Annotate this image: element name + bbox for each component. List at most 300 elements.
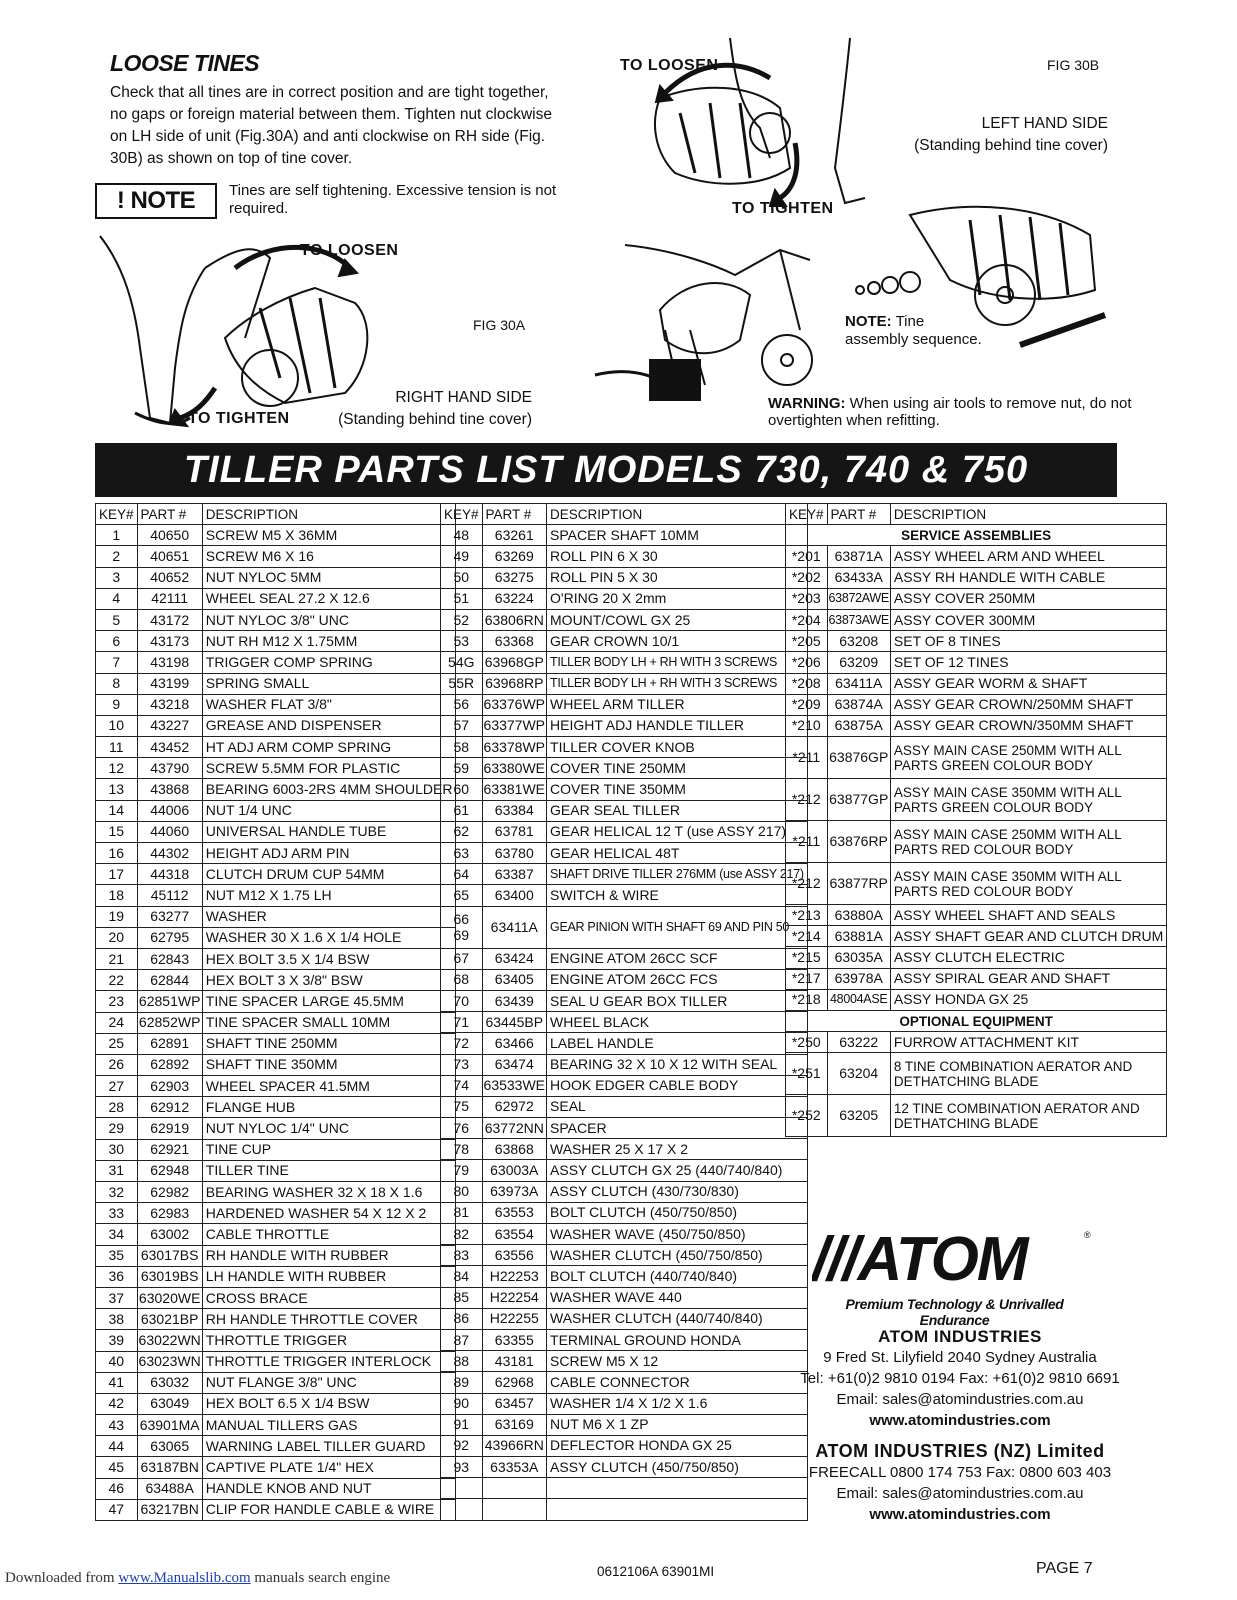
table-row: [786, 652, 1167, 673]
cell-part: 62852WP: [137, 1012, 202, 1033]
cell-key: 75: [441, 1096, 483, 1117]
cell-part: 63871A: [827, 546, 890, 567]
table-row: [96, 864, 456, 885]
cell-description: NUT RH M12 X 1.75MM: [202, 631, 456, 652]
table-row: [441, 1478, 808, 1499]
cell-description: SHAFT DRIVE TILLER 276MM (use ASSY 217): [547, 864, 808, 885]
cell-description: NUT FLANGE 3/8" UNC: [202, 1372, 456, 1393]
table-row: [96, 758, 456, 779]
note-text: Tines are self tightening. Excessive tension is not required.: [229, 182, 557, 217]
cell-description: HEX BOLT 3.5 X 1/4 BSW: [202, 948, 456, 969]
cell-key: 22: [96, 970, 138, 991]
cell-part: 63780: [482, 843, 546, 864]
cell-description: TINE SPACER LARGE 45.5MM: [202, 991, 456, 1012]
cell-part: 62948: [137, 1160, 202, 1181]
cell-key: 73: [441, 1054, 483, 1075]
cell-key: 64: [441, 864, 483, 885]
cell-part: 63208: [827, 631, 890, 652]
cell-part: 63023WN: [137, 1351, 202, 1372]
table-row: [96, 1330, 456, 1351]
cell-description: ASSY COVER 250MM: [890, 588, 1166, 609]
company-au-name: ATOM INDUSTRIES: [878, 1327, 1042, 1346]
cell-key: 79: [441, 1160, 483, 1181]
table-row: [441, 715, 808, 736]
table-row: [441, 1372, 808, 1393]
table-row: [96, 1457, 456, 1478]
table-row: [786, 609, 1167, 630]
cell-description: SPACER SHAFT 10MM: [547, 525, 808, 546]
cell-part: 63002: [137, 1224, 202, 1245]
right-hand-side-title: RIGHT HAND SIDE: [395, 389, 532, 406]
header-key: KEY#: [96, 504, 138, 525]
cell-part: 62891: [137, 1033, 202, 1054]
cell-key: 41: [96, 1372, 138, 1393]
cell-part: 40651: [137, 546, 202, 567]
cell-key: *213: [786, 905, 828, 926]
cell-key: 61: [441, 800, 483, 821]
cell-description: CABLE CONNECTOR: [547, 1372, 808, 1393]
cell-key: 88: [441, 1351, 483, 1372]
cell-key: 56: [441, 694, 483, 715]
cell-description: FURROW ATTACHMENT KIT: [890, 1032, 1166, 1053]
cell-part: 63387: [482, 864, 546, 885]
table-row: [441, 1181, 808, 1202]
cell-key: 7: [96, 652, 138, 673]
company-nz-block: [775, 1441, 1145, 1525]
cell-description: WASHER 25 X 17 X 2: [547, 1139, 808, 1160]
cell-description: ASSY HONDA GX 25: [890, 989, 1166, 1010]
table-row: [786, 989, 1167, 1010]
cell-key: *205: [786, 631, 828, 652]
table-row: [96, 1182, 456, 1203]
cell-description: HT ADJ ARM COMP SPRING: [202, 737, 456, 758]
cell-description: TILLER BODY LH + RH WITH 3 SCREWS: [547, 673, 808, 694]
cell-part: 63876RP: [827, 821, 890, 863]
cell-description: ASSY GEAR CROWN/350MM SHAFT: [890, 715, 1166, 736]
company-nz-name: ATOM INDUSTRIES (NZ) Limited: [815, 1441, 1105, 1461]
svg-text:///ATOM: ///ATOM: [812, 1228, 1027, 1288]
cell-key: *218: [786, 989, 828, 1010]
cell-key: 46: [96, 1478, 138, 1499]
cell-part: 63533WE: [482, 1075, 546, 1096]
table-row: [441, 1096, 808, 1117]
cell-key: 82: [441, 1224, 483, 1245]
cell-key: 36: [96, 1266, 138, 1287]
table-row: [441, 1139, 808, 1160]
table-row: [786, 546, 1167, 567]
table-row: [96, 1287, 456, 1308]
table-row: [96, 991, 456, 1012]
table-row: [96, 652, 456, 673]
cell-key: 24: [96, 1012, 138, 1033]
table-row: [441, 631, 808, 652]
table-row: [441, 609, 808, 630]
cell-part: 63876GP: [827, 737, 890, 779]
cell-key: 49: [441, 546, 483, 567]
cell-part: 62919: [137, 1118, 202, 1139]
parts-table-1: [95, 503, 456, 1521]
cell-key: 19: [96, 906, 138, 927]
cell-key: 32: [96, 1182, 138, 1203]
download-footer: [5, 1570, 390, 1587]
cell-key: 37: [96, 1287, 138, 1308]
cell-part: 62903: [137, 1076, 202, 1097]
cell-key: *217: [786, 968, 828, 989]
cell-key: [441, 1478, 483, 1499]
table-row: [441, 758, 808, 779]
cell-part: 63554: [482, 1224, 546, 1245]
cell-part: 42111: [137, 588, 202, 609]
cell-description: NUT M6 X 1 ZP: [547, 1414, 808, 1435]
cell-part: 62843: [137, 948, 202, 969]
cell-key: *251: [786, 1053, 828, 1095]
cell-description: WASHER CLUTCH (450/750/850): [547, 1245, 808, 1266]
table-row: [96, 715, 456, 736]
cell-key: *202: [786, 567, 828, 588]
cell-key: 2: [96, 546, 138, 567]
cell-description: BEARING 32 X 10 X 12 WITH SEAL: [547, 1054, 808, 1075]
cell-description: TERMINAL GROUND HONDA: [547, 1329, 808, 1350]
cell-key: *214: [786, 926, 828, 947]
cell-key: 60: [441, 779, 483, 800]
cell-key: 50: [441, 567, 483, 588]
cell-part: 63035A: [827, 947, 890, 968]
cell-description: ENGINE ATOM 26CC FCS: [547, 969, 808, 990]
cell-key: 28: [96, 1097, 138, 1118]
cell-description: WASHER 30 X 1.6 X 1/4 HOLE: [202, 927, 456, 948]
atom-logo: [812, 1228, 1097, 1288]
section-title: SERVICE ASSEMBLIES: [786, 525, 1167, 546]
cell-part: 44302: [137, 843, 202, 864]
cell-key: 51: [441, 588, 483, 609]
cell-part: 63378WP: [482, 737, 546, 758]
cell-key: 11: [96, 737, 138, 758]
cell-description: WARNING LABEL TILLER GUARD: [202, 1436, 456, 1457]
table-row: [441, 588, 808, 609]
company-nz-email[interactable]: Email: sales@atomindustries.com.au: [836, 1485, 1084, 1502]
table-row: [96, 609, 456, 630]
table-row: [441, 525, 808, 546]
table-row: [786, 968, 1167, 989]
section-title: OPTIONAL EQUIPMENT: [786, 1011, 1167, 1032]
cell-description: ASSY CLUTCH ELECTRIC: [890, 947, 1166, 968]
cell-part: 63275: [482, 567, 546, 588]
table-row: [786, 947, 1167, 968]
table-row: [96, 1139, 456, 1160]
cell-description: ASSY SHAFT GEAR AND CLUTCH DRUM: [890, 926, 1166, 947]
cell-key: 63: [441, 843, 483, 864]
cell-description: SHAFT TINE 250MM: [202, 1033, 456, 1054]
table-row: [96, 525, 456, 546]
left-hand-side-sub: (Standing behind tine cover): [914, 137, 1108, 154]
cell-key: 40: [96, 1351, 138, 1372]
cell-part: 63445BP: [482, 1012, 546, 1033]
table-row: [441, 779, 808, 800]
brand-tagline: Premium Technology & Unrivalled Endurance: [845, 1296, 1064, 1328]
company-au-website[interactable]: www.atomindustries.com: [869, 1412, 1051, 1429]
warning-text: When using air tools to remove nut, do not overtighten when refitting.: [768, 395, 1132, 429]
cell-part: 43173: [137, 631, 202, 652]
cell-key: 10: [96, 715, 138, 736]
company-au-block: [775, 1326, 1145, 1431]
cell-key: 4: [96, 588, 138, 609]
cell-part: 63968RP: [482, 673, 546, 694]
cell-part: 63277: [137, 906, 202, 927]
warning-note: [768, 395, 1148, 429]
table-row: [441, 885, 808, 906]
table-row: [786, 1053, 1167, 1095]
cell-description: GEAR HELICAL 48T: [547, 843, 808, 864]
cell-part: 63261: [482, 525, 546, 546]
cell-description: ASSY SPIRAL GEAR AND SHAFT: [890, 968, 1166, 989]
intro-paragraph: Check that all tines are in correct position and are tight together, no gaps or foreign material between them. Tighten nut clockwise on LH side of unit (Fig.30A) and anti clockwise on RH side (Fig. 30B) as shown on top of tine cover.: [110, 84, 552, 167]
cell-description: CLIP FOR HANDLE CABLE & WIRE: [202, 1499, 456, 1520]
manualslib-link[interactable]: www.Manualslib.com: [118, 1570, 251, 1586]
cell-description: SET OF 12 TINES: [890, 652, 1166, 673]
cell-part: [482, 1499, 546, 1520]
left-hand-side-caption: [880, 113, 1108, 157]
cell-description: HEIGHT ADJ HANDLE TILLER: [547, 715, 808, 736]
cell-key: 21: [96, 948, 138, 969]
cell-key: 17: [96, 864, 138, 885]
cell-description: NUT 1/4 UNC: [202, 800, 456, 821]
cell-description: WHEEL ARM TILLER: [547, 694, 808, 715]
cell-part: 63901MA: [137, 1415, 202, 1436]
company-au-email[interactable]: Email: sales@atomindustries.com.au: [836, 1391, 1084, 1408]
cell-part: 43198: [137, 652, 202, 673]
cell-key: 70: [441, 990, 483, 1011]
company-nz-website[interactable]: www.atomindustries.com: [869, 1506, 1051, 1523]
cell-description: SCREW M5 X 12: [547, 1351, 808, 1372]
cell-description: SCREW M5 X 36MM: [202, 525, 456, 546]
cell-description: BOLT CLUTCH (450/750/850): [547, 1202, 808, 1223]
cell-description: GREASE AND DISPENSER: [202, 715, 456, 736]
cell-description: WASHER: [202, 906, 456, 927]
cell-key: 1: [96, 525, 138, 546]
table-row: [441, 1118, 808, 1139]
cell-part: 63806RN: [482, 609, 546, 630]
section-heading-loose-tines: LOOSE TINES: [110, 50, 260, 76]
cell-part: 62844: [137, 970, 202, 991]
cell-description: SPRING SMALL: [202, 673, 456, 694]
table-row: [786, 673, 1167, 694]
cell-description: SPACER: [547, 1118, 808, 1139]
cell-description: FLANGE HUB: [202, 1097, 456, 1118]
right-hand-side-sub: (Standing behind tine cover): [338, 411, 532, 428]
table-row: [441, 1266, 808, 1287]
cell-part: 63355: [482, 1329, 546, 1350]
cell-key: 27: [96, 1076, 138, 1097]
cell-description: MOUNT/COWL GX 25: [547, 609, 808, 630]
note-badge: ! NOTE: [95, 183, 217, 219]
cell-key: 65: [441, 885, 483, 906]
cell-description: NUT M12 X 1.75 LH: [202, 885, 456, 906]
cell-key: 54G: [441, 652, 483, 673]
cell-key: 72: [441, 1033, 483, 1054]
cell-part: 63433A: [827, 567, 890, 588]
cell-description: [547, 1478, 808, 1499]
cell-part: 63411A: [827, 673, 890, 694]
table-row: [441, 1351, 808, 1372]
table-row: [441, 652, 808, 673]
cell-description: ASSY MAIN CASE 250MM WITH ALL PARTS RED COLOUR BODY: [890, 821, 1166, 863]
cell-description: CLUTCH DRUM CUP 54MM: [202, 864, 456, 885]
table-row: [786, 779, 1167, 821]
cell-part: 40650: [137, 525, 202, 546]
parts-table-3: [785, 503, 1167, 1137]
label-to-loosen-top: TO LOOSEN: [620, 57, 719, 74]
cell-description: GEAR HELICAL 12 T (use ASSY 217): [547, 821, 808, 842]
header-description: DESCRIPTION: [202, 504, 456, 525]
cell-description: SEAL: [547, 1096, 808, 1117]
cell-key: 86: [441, 1308, 483, 1329]
cell-part: 63022WN: [137, 1330, 202, 1351]
cell-part: 63376WP: [482, 694, 546, 715]
table-row: [96, 694, 456, 715]
cell-part: 44006: [137, 800, 202, 821]
cell-description: O'RING 20 X 2mm: [547, 588, 808, 609]
cell-key: *201: [786, 546, 828, 567]
cell-description: COVER TINE 250MM: [547, 758, 808, 779]
cell-key: 30: [96, 1139, 138, 1160]
table-row: [441, 1160, 808, 1181]
cell-description: BOLT CLUTCH (440/740/840): [547, 1266, 808, 1287]
cell-key: *250: [786, 1032, 828, 1053]
cell-key: *252: [786, 1095, 828, 1137]
cell-key: *211: [786, 821, 828, 863]
cell-part: 63368: [482, 631, 546, 652]
cell-part: 63474: [482, 1054, 546, 1075]
table-row: [786, 863, 1167, 905]
cell-part: 63032: [137, 1372, 202, 1393]
cell-key: 23: [96, 991, 138, 1012]
cell-key: 66 69: [441, 906, 483, 948]
parts-list-banner: TILLER PARTS LIST MODELS 730, 740 & 750: [95, 443, 1117, 497]
table-row: [96, 948, 456, 969]
cell-key: 16: [96, 843, 138, 864]
cell-description: TINE CUP: [202, 1139, 456, 1160]
svg-text:®: ®: [1084, 1230, 1091, 1240]
cell-part: 63224: [482, 588, 546, 609]
cell-description: ASSY MAIN CASE 350MM WITH ALL PARTS RED COLOUR BODY: [890, 863, 1166, 905]
document-code: 0612106A 63901MI: [597, 1564, 715, 1579]
cell-key: 45: [96, 1457, 138, 1478]
company-au-phone: Tel: +61(0)2 9810 0194 Fax: +61(0)2 9810 6691: [800, 1370, 1120, 1387]
cell-part: 43218: [137, 694, 202, 715]
cell-description: CAPTIVE PLATE 1/4" HEX: [202, 1457, 456, 1478]
cell-part: 62921: [137, 1139, 202, 1160]
cell-key: 48: [441, 525, 483, 546]
cell-description: ASSY MAIN CASE 350MM WITH ALL PARTS GREEN COLOUR BODY: [890, 779, 1166, 821]
company-nz-phone: FREECALL 0800 174 753 Fax: 0800 603 403: [808, 1464, 1112, 1481]
cell-part: 62983: [137, 1203, 202, 1224]
cell-key: 78: [441, 1139, 483, 1160]
cell-part: 44318: [137, 864, 202, 885]
table-row: [441, 1499, 808, 1520]
table-row: [96, 885, 456, 906]
cell-key: 12: [96, 758, 138, 779]
left-hand-side-title: LEFT HAND SIDE: [981, 115, 1108, 132]
cell-description: ASSY GEAR CROWN/250MM SHAFT: [890, 694, 1166, 715]
parts-table-2: [440, 503, 808, 1521]
cell-part: 62968: [482, 1372, 546, 1393]
cell-part: 63553: [482, 1202, 546, 1223]
header-part: PART #: [137, 504, 202, 525]
table-row: [441, 567, 808, 588]
cell-description: ROLL PIN 5 X 30: [547, 567, 808, 588]
table-row: [441, 1012, 808, 1033]
header-part: PART #: [827, 504, 890, 525]
table-row: [96, 631, 456, 652]
cell-part: 63488A: [137, 1478, 202, 1499]
table-row: [96, 1033, 456, 1054]
table-row: [96, 1097, 456, 1118]
cell-description: NUT NYLOC 5MM: [202, 567, 456, 588]
cell-part: 63021BP: [137, 1309, 202, 1330]
label-to-tighten-left: TO TIGHTEN: [188, 410, 290, 427]
cell-part: 63556: [482, 1245, 546, 1266]
cell-description: NUT NYLOC 3/8" UNC: [202, 609, 456, 630]
cell-key: *203: [786, 588, 828, 609]
cell-key: 80: [441, 1181, 483, 1202]
cell-description: NUT NYLOC 1/4" UNC: [202, 1118, 456, 1139]
table-row: [441, 1202, 808, 1223]
table-row: [786, 567, 1167, 588]
table-row: [786, 926, 1167, 947]
table-row: [441, 1308, 808, 1329]
table-row: [786, 631, 1167, 652]
cell-key: 42: [96, 1393, 138, 1414]
table-row: [441, 737, 808, 758]
cell-key: *208: [786, 673, 828, 694]
table-row: [96, 1012, 456, 1033]
cell-key: 90: [441, 1393, 483, 1414]
table-row: [96, 800, 456, 821]
cell-key: 57: [441, 715, 483, 736]
table-row: [441, 948, 808, 969]
cell-key: 43: [96, 1415, 138, 1436]
cell-part: 63881A: [827, 926, 890, 947]
cell-description: ASSY CLUTCH GX 25 (440/740/840): [547, 1160, 808, 1181]
table-row: [96, 1203, 456, 1224]
cell-description: MANUAL TILLERS GAS: [202, 1415, 456, 1436]
cell-key: 81: [441, 1202, 483, 1223]
cell-part: 62912: [137, 1097, 202, 1118]
cell-part: 63204: [827, 1053, 890, 1095]
cell-part: 63380WE: [482, 758, 546, 779]
cell-part: 63065: [137, 1436, 202, 1457]
cell-key: 71: [441, 1012, 483, 1033]
cell-part: 62982: [137, 1182, 202, 1203]
cell-description: SCREW 5.5MM FOR PLASTIC: [202, 758, 456, 779]
cell-description: GEAR CROWN 10/1: [547, 631, 808, 652]
cell-key: 58: [441, 737, 483, 758]
cell-part: 63978A: [827, 968, 890, 989]
cell-key: *212: [786, 779, 828, 821]
cell-description: WASHER WAVE (450/750/850): [547, 1224, 808, 1245]
table-row: [96, 1309, 456, 1330]
cell-key: *211: [786, 737, 828, 779]
cell-part: 62892: [137, 1054, 202, 1075]
cell-description: [547, 1499, 808, 1520]
cell-part: 63187BN: [137, 1457, 202, 1478]
cell-key: 87: [441, 1329, 483, 1350]
cell-part: 63169: [482, 1414, 546, 1435]
cell-description: ENGINE ATOM 26CC SCF: [547, 948, 808, 969]
cell-part: H22253: [482, 1266, 546, 1287]
table-row: [96, 1266, 456, 1287]
header-description: DESCRIPTION: [890, 504, 1166, 525]
